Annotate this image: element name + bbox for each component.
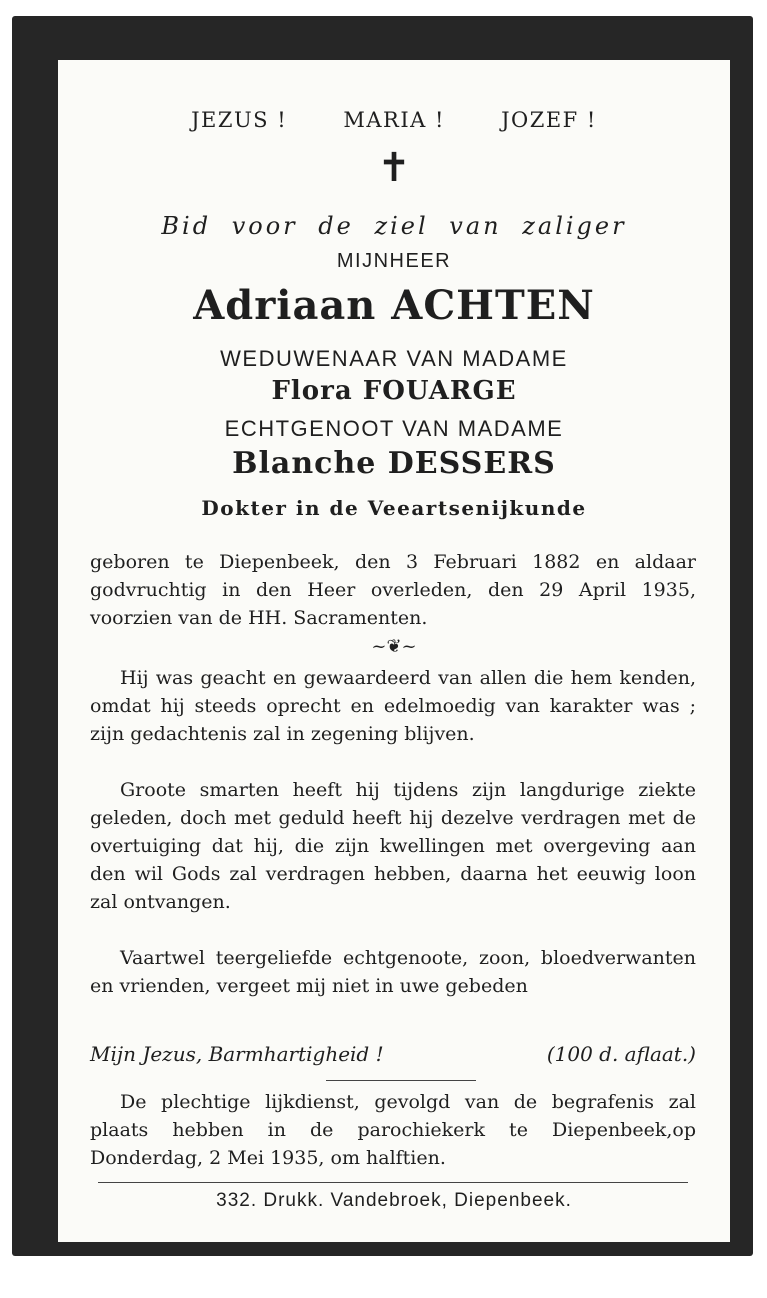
body-paragraph-1: Hij was geacht en gewaardeerd van allen die hem kenden, omdat hij steeds oprecht en edelmoedig van karakter was ; zijn gedachtenis zal in zegening blijven. [90,667,696,745]
biography-paragraph: geboren te Diepenbeek, den 3 Februari 1882 en aldaar godvruchtig in den Heer overleden, den 29 April 1935, voorzien van de HH. Sacramenten. [90,551,696,629]
cross-icon: ✝ [377,145,411,191]
profession: Dokter in de Veeartsenijkunde [201,496,587,520]
card-border [12,16,753,1256]
widower-line: WEDUWENAAR VAN MADAME [220,346,568,371]
second-wife-name: Blanche DESSERS [232,446,556,481]
invocation-jezus: JEZUS ! [191,108,288,132]
body-paragraph-2: Groote smarten heeft hij tijdens zijn langdurige ziekte geleden, doch met geduld heeft hij dezelve verdragen met de overtuiging dat hij, die zijn kwellingen met overgeving aan den wil Gods zal verdragen hebben, daarna het eeuwig loon zal ontvangen. [90,779,696,913]
aspiration-text: Mijn Jezus, Barmhartigheid ! [90,1042,384,1066]
card-paper [58,60,730,1242]
holy-names [58,108,730,132]
footer-rule [98,1182,688,1183]
body-paragraph-3: Vaartwel teergeliefde echtgenoote, zoon, bloedverwanten en vrienden, vergeet mij niet in uwe gebeden [90,947,696,997]
spouse-line: ECHTGENOOT VAN MADAME [224,416,564,441]
aspiration-line [90,1042,696,1066]
invocation-jozef: JOZEF ! [501,108,597,132]
invocation-maria: MARIA ! [343,108,445,132]
funeral-paragraph: De plechtige lijkdienst, gevolgd van de begrafenis zal plaats hebben in de parochiekerk te Diepenbeek,op Donderdag, 2 Mei 1935, om halftien. [90,1091,696,1169]
ornament-divider: ~❦~ [371,636,417,657]
divider-rule [326,1080,476,1081]
printer-imprint: 332. Drukk. Vandebroek, Diepenbeek. [216,1190,572,1211]
indulgence-note: (100 d. aflaat.) [546,1042,696,1066]
prayer-line: Bid voor de ziel van zaliger [161,212,627,240]
honorific-title: MIJNHEER [336,250,452,272]
deceased-name: Adriaan ACHTEN [193,282,595,329]
first-wife-name: Flora FOUARGE [271,376,517,406]
